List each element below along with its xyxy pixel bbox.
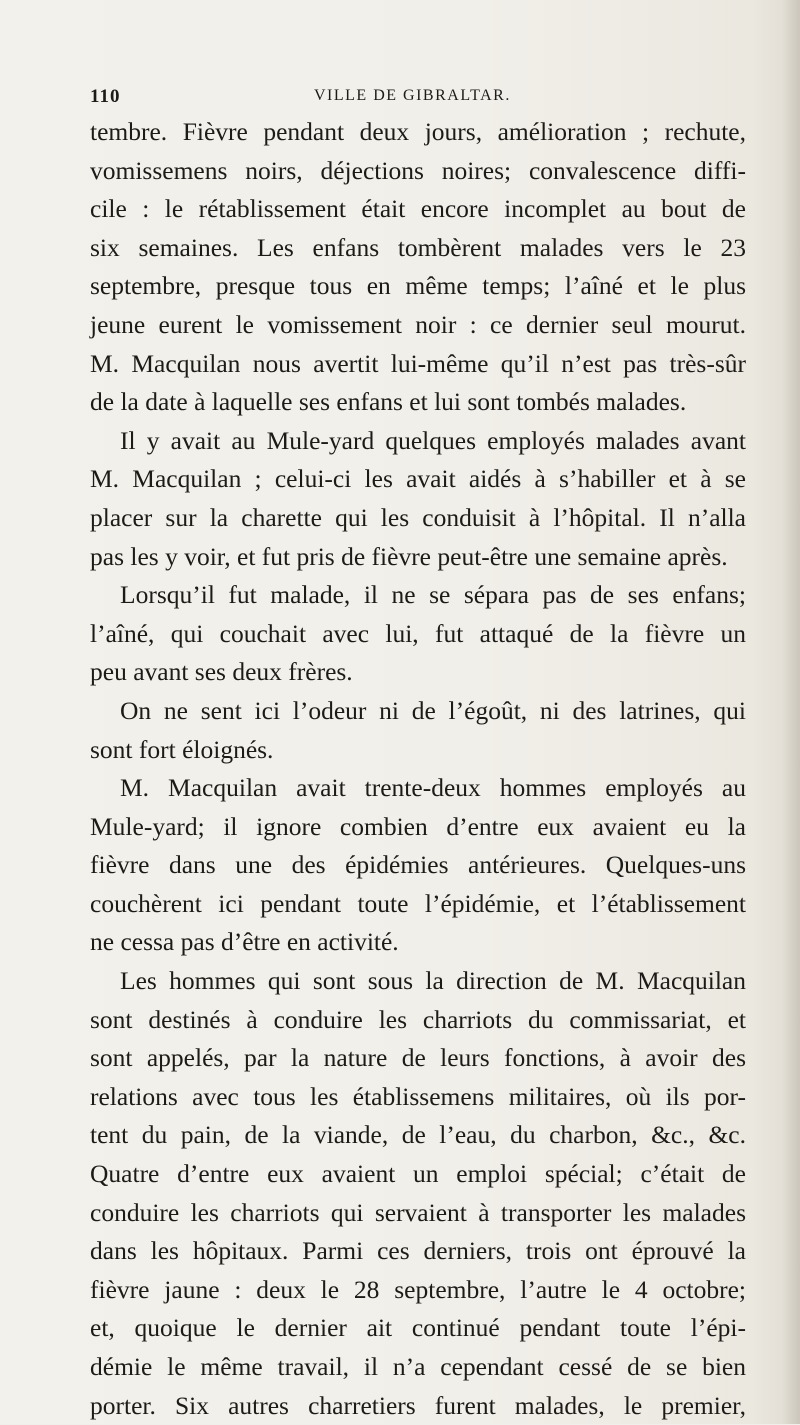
text-line: fièvre jaune : deux le 28 septembre, l’autre le 4 octobre; [90, 1274, 746, 1304]
text-line: septembre, presque tous en même temps; l’aîné et le plus [90, 271, 746, 301]
text-line: placer sur la charette qui les conduisit à l’hôpital. Il n’alla [90, 502, 746, 532]
running-title: VILLE DE GIBRALTAR. [314, 87, 511, 104]
text-line: M. Macquilan ; celui-ci les avait aidés à s’habiller et à se [90, 464, 746, 494]
text-line: cile : le rétablissement était encore incomplet au bout de [90, 194, 746, 224]
text-line: vomissemens noirs, déjections noires; convalescence diffi- [90, 155, 746, 185]
text-line: peu avant ses deux frères. [90, 657, 353, 687]
text-line: pas les y voir, et fut pris de fièvre peut-être une semaine après. [90, 541, 728, 571]
text-line: porter. Six autres charretiers furent malades, le premier, [90, 1390, 746, 1420]
text-line: et, quoique le dernier ait continué pendant toute l’épi- [90, 1313, 746, 1343]
text-line: sont appelés, par la nature de leurs fonctions, à avoir des [90, 1043, 746, 1073]
text-line: relations avec tous les établissemens militaires, où ils por- [90, 1081, 746, 1111]
text-line: couchèrent ici pendant toute l’épidémie, et l’établissement [90, 888, 746, 918]
page-edge-shadow [782, 0, 800, 1424]
text-line: fièvre dans une des épidémies antérieures. Quelques-uns [90, 850, 746, 880]
text-line: de la date à laquelle ses enfans et lui sont tombés malades. [90, 387, 687, 417]
body-text [90, 113, 746, 1425]
text-line: tembre. Fièvre pendant deux jours, amélioration ; rechute, [90, 117, 746, 146]
text-line: conduire les charriots qui servaient à transporter les malades [90, 1197, 746, 1227]
text-line: On ne sent ici l’odeur ni de l’égoût, ni des latrines, qui [120, 695, 746, 725]
text-line: l’aîné, qui couchait avec lui, fut attaqué de la fièvre un [90, 618, 746, 648]
text-line: dans les hôpitaux. Parmi ces derniers, trois ont éprouvé la [90, 1236, 746, 1266]
text-line: sont fort éloignés. [90, 734, 274, 764]
text-line: M. Macquilan nous avertit lui-même qu’il n’est pas très-sûr [90, 348, 746, 378]
text-line: jeune eurent le vomissement noir : ce dernier seul mourut. [90, 309, 746, 339]
text-line: Quatre d’entre eux avaient un emploi spécial; c’était de [90, 1159, 746, 1189]
text-line: ne cessa pas d’être en activité. [90, 927, 399, 957]
text-line: Lorsqu’il fut malade, il ne se sépara pas de ses enfans; [120, 580, 746, 610]
text-line: sont destinés à conduire les charriots du commissariat, et [90, 1004, 746, 1034]
running-head [90, 86, 746, 112]
text-line: tent du pain, de la viande, de l’eau, du charbon, &c., &c. [90, 1120, 746, 1150]
page-number: 110 [90, 86, 121, 107]
text-line: Mule-yard; il ignore combien d’entre eux avaient eu la [90, 811, 746, 841]
text-line: démie le même travail, il n’a cependant cessé de se bien [90, 1352, 746, 1381]
text-line: M. Macquilan avait trente-deux hommes employés au [120, 773, 746, 803]
text-line: six semaines. Les enfans tombèrent malades vers le 23 [90, 232, 746, 262]
text-line: Il y avait au Mule-yard quelques employés malades avant [120, 425, 746, 455]
text-line: Les hommes qui sont sous la direction de M. Macquilan [120, 966, 746, 996]
